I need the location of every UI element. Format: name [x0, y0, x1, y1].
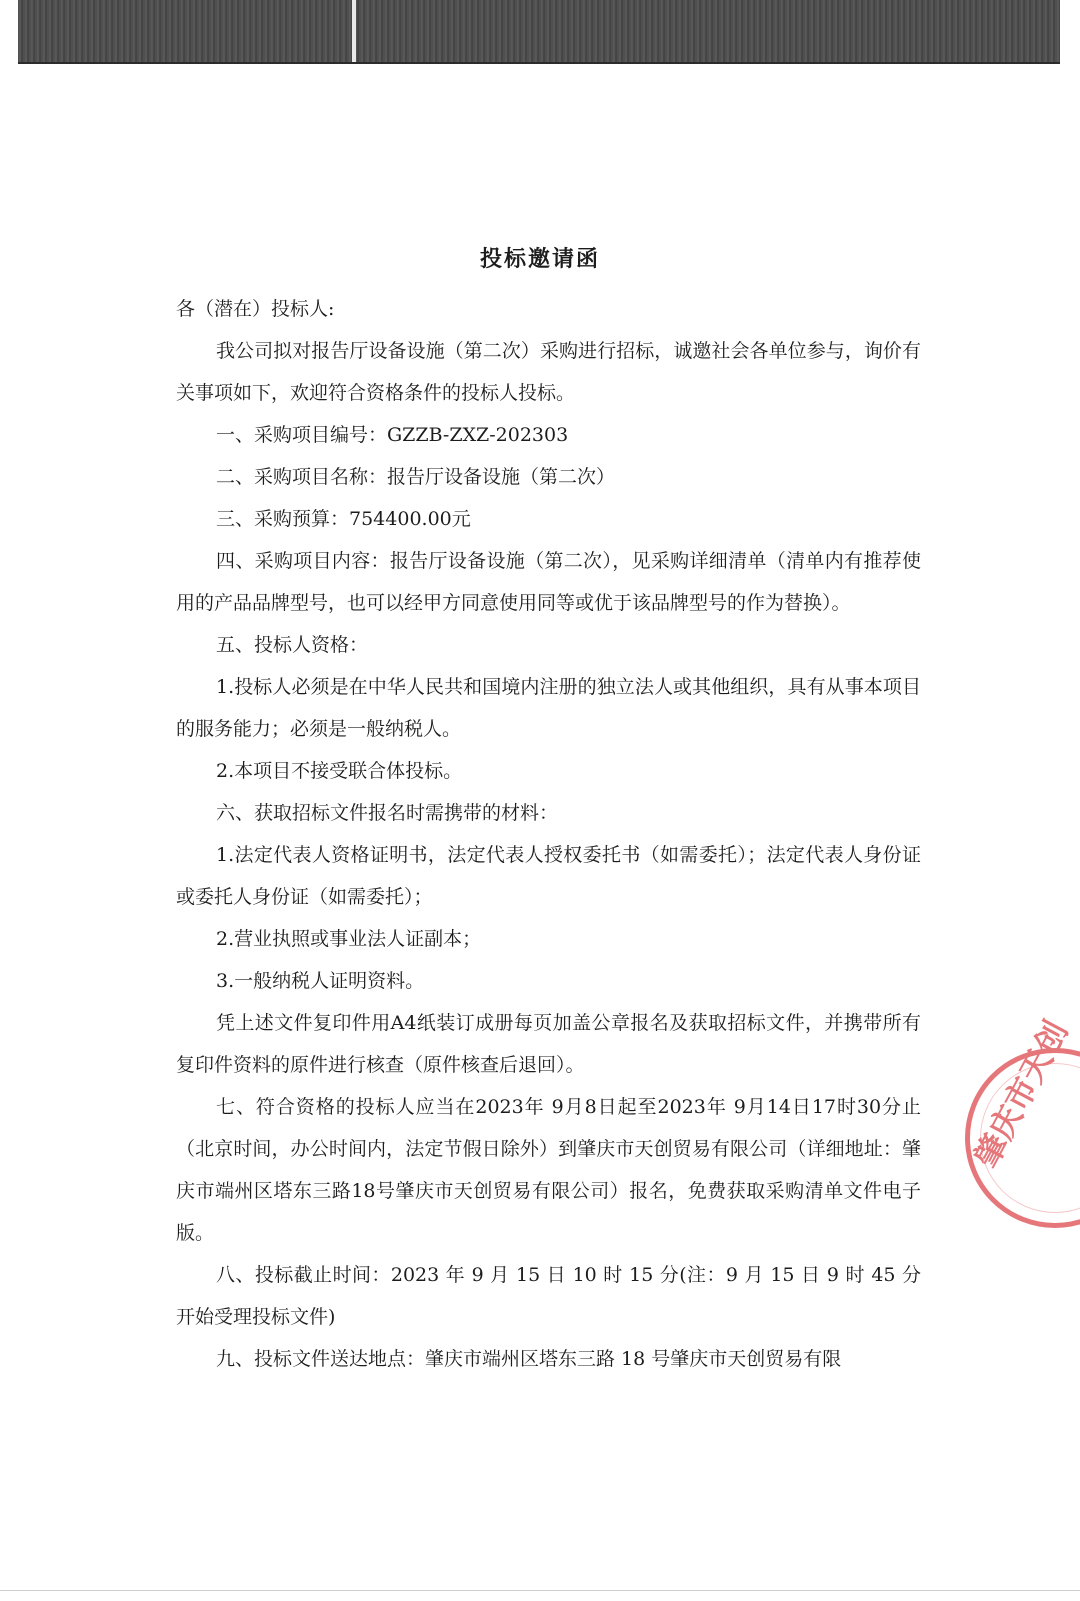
page-bottom-edge	[0, 1590, 1080, 1591]
paragraph-qualification-heading: 五、投标人资格：	[216, 634, 369, 656]
stamp-text: 肇庆市天创	[966, 1014, 1076, 1174]
paragraph-project-name: 二、采购项目名称：报告厅设备设施（第二次）	[216, 466, 616, 488]
document-body	[176, 288, 921, 1380]
paragraph-materials-3: 3.一般纳税人证明资料。	[216, 970, 425, 992]
paragraph-delivery-location: 九、投标文件送达地点：肇庆市端州区塔东三路 18 号肇庆市天创贸易有限	[216, 1348, 842, 1370]
paragraph-qualification-2: 2.本项目不接受联合体投标。	[216, 760, 463, 782]
document-title: 投标邀请函	[479, 247, 600, 272]
paragraph-qualification-1: 1.投标人必须是在中华人民共和国境内注册的独立法人或其他组织，具有从事本项目的服务能力；必须是一般纳税人。	[176, 676, 921, 740]
scan-header-gap	[352, 0, 356, 62]
paragraph-project-number: 一、采购项目编号：GZZB-ZXZ-202303	[216, 424, 569, 446]
paragraph-materials-heading: 六、获取招标文件报名时需携带的材料：	[216, 802, 559, 824]
paragraph-project-content: 四、采购项目内容：报告厅设备设施（第二次），见采购详细清单（清单内有推荐使用的产品品牌型号，也可以经甲方同意使用同等或优于该品牌型号的作为替换）。	[176, 550, 921, 614]
paragraph-materials-2: 2.营业执照或事业法人证副本；	[216, 928, 482, 950]
company-seal-stamp	[965, 1014, 1080, 1228]
paragraph-intro: 我公司拟对报告厅设备设施（第二次）采购进行招标，诚邀社会各单位参与，询价有关事项如下，欢迎符合资格条件的投标人投标。	[176, 340, 921, 404]
scan-header-band	[18, 0, 1060, 64]
paragraph-materials-note: 凭上述文件复印件用A4纸装订成册每页加盖公章报名及获取招标文件，并携带所有复印件资料的原件进行核查（原件核查后退回）。	[176, 1012, 921, 1076]
paragraph-deadline: 八、投标截止时间：2023 年 9 月 15 日 10 时 15 分(注：9 月 15 日 9 时 45 分开始受理投标文件)	[176, 1264, 921, 1328]
salutation: 各（潜在）投标人:	[176, 298, 335, 320]
paragraph-materials-1: 1.法定代表人资格证明书，法定代表人授权委托书（如需委托）；法定代表人身份证或委托人身份证（如需委托）；	[176, 844, 921, 908]
paragraph-budget: 三、采购预算：754400.00元	[216, 508, 471, 530]
paragraph-registration: 七、符合资格的投标人应当在2023年 9月8日起至2023年 9月14日17时30分止（北京时间，办公时间内，法定节假日除外）到肇庆市天创贸易有限公司（详细地址：肇庆市端州区塔东三路18号肇庆市天创贸易有限公司）报名，免费获取采购清单文件电子版。	[176, 1096, 921, 1244]
